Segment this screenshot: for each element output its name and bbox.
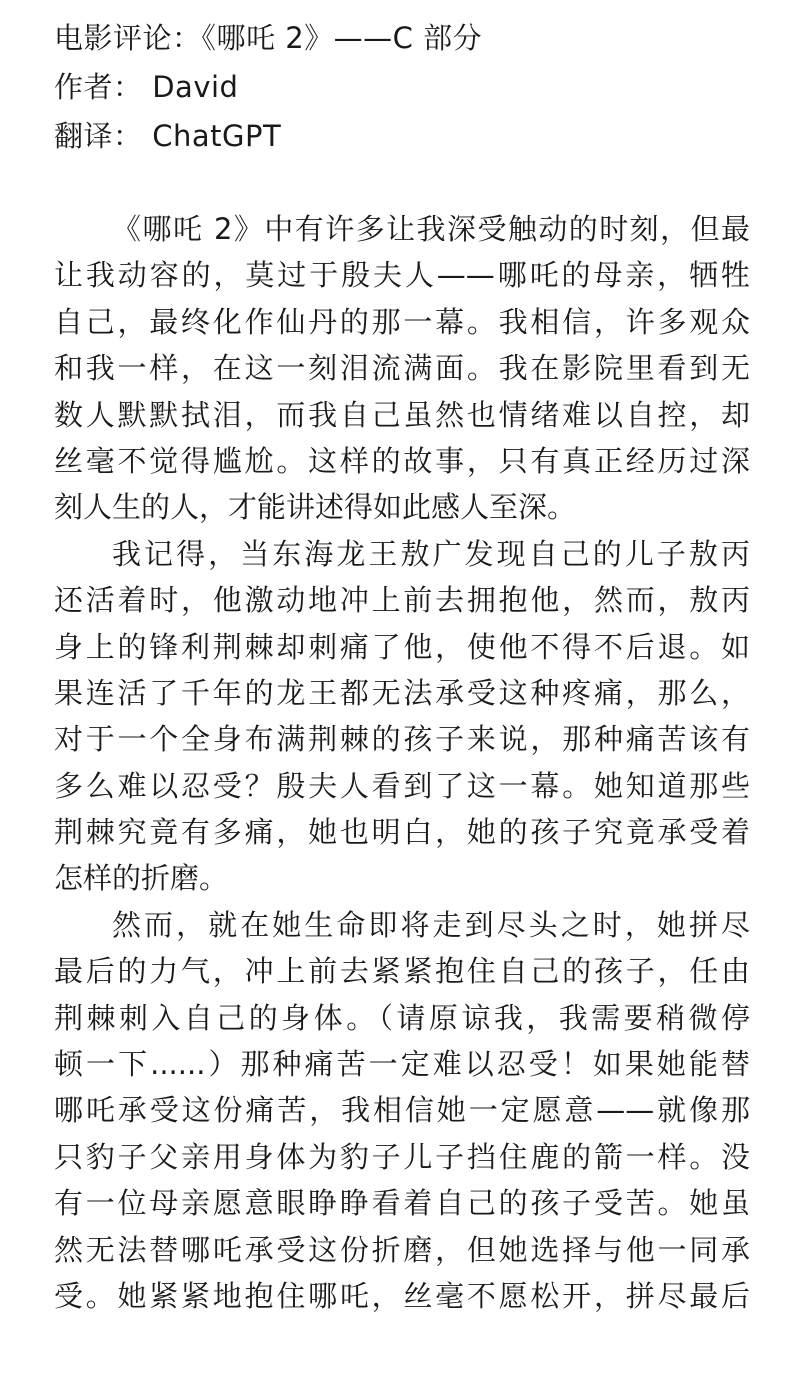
- text-line: 还活着时，他激动地冲上前去拥抱他，然而，敖丙: [54, 583, 750, 618]
- paragraph-2: [54, 531, 750, 902]
- paragraph-3: [54, 902, 750, 1320]
- text-line: 《哪吒 2》中有许多让我深受触动的时刻，但最: [112, 212, 750, 246]
- author-line: 作者： David: [54, 70, 239, 104]
- text-line: 对于一个全身布满荆棘的孩子来说，那种痛苦该有: [54, 722, 750, 757]
- text-line: 让我动容的，莫过于殷夫人——哪吒的母亲，牺牲: [54, 258, 750, 293]
- text-line: 然无法替哪吒承受这份折磨，但她选择与他一同承: [54, 1232, 750, 1267]
- text-line: 有一位母亲愿意眼睁睁看着自己的孩子受苦。她虽: [54, 1186, 750, 1221]
- document-title: 电影评论：《哪吒 2》——C 部分: [54, 21, 483, 55]
- text-line: 自己，最终化作仙丹的那一幕。我相信，许多观众: [54, 304, 750, 339]
- paragraph-1: [54, 206, 750, 531]
- text-line: 我记得，当东海龙王敖广发现自己的儿子敖丙: [112, 536, 750, 571]
- text-line: 刻人生的人，才能讲述得如此感人至深。: [54, 490, 577, 525]
- text-line: 荆棘刺入自己的身体。（请原谅我，我需要稍微停: [54, 1000, 750, 1035]
- text-line: 身上的锋利荆棘却刺痛了他，使他不得不后退。如: [54, 629, 750, 664]
- document-header: [54, 14, 774, 161]
- text-line: 然而，就在她生命即将走到尽头之时，她拼尽: [112, 907, 750, 942]
- text-line: 和我一样，在这一刻泪流满面。我在影院里看到无: [54, 351, 750, 386]
- article-body: [54, 206, 750, 1319]
- text-line: 数人默默拭泪，而我自己虽然也情绪难以自控，却: [54, 397, 750, 432]
- text-line: 哪吒承受这份痛苦，我相信她一定愿意——就像那: [54, 1093, 750, 1128]
- text-line: 果连活了千年的龙王都无法承受这种疼痛，那么，: [54, 675, 750, 710]
- text-line: 荆棘究竟有多痛，她也明白，她的孩子究竟承受着: [54, 815, 750, 850]
- text-line: 多么难以忍受？殷夫人看到了这一幕。她知道那些: [54, 768, 750, 803]
- text-line: 受。她紧紧地抱住哪吒，丝毫不愿松开，拼尽最后: [54, 1278, 750, 1313]
- text-line: 怎样的折磨。: [54, 861, 229, 896]
- text-line: 顿一下......）那种痛苦一定难以忍受！如果她能替: [54, 1047, 750, 1082]
- text-line: 只豹子父亲用身体为豹子儿子挡住鹿的箭一样。没: [54, 1139, 750, 1174]
- translator-line: 翻译： ChatGPT: [54, 119, 282, 153]
- text-line: 最后的力气，冲上前去紧紧抱住自己的孩子，任由: [54, 954, 750, 989]
- text-line: 丝毫不觉得尴尬。这样的故事，只有真正经历过深: [54, 443, 750, 478]
